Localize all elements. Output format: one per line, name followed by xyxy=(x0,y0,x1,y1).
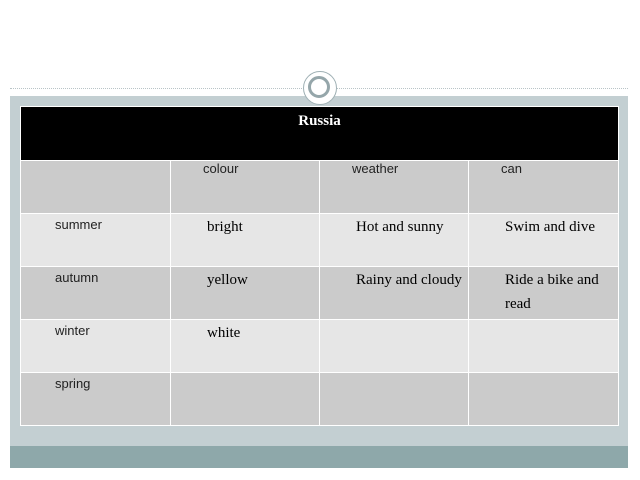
cell-spring-colour xyxy=(171,373,320,426)
cell-summer-colour: bright xyxy=(171,214,320,267)
slide-footer-band xyxy=(10,446,628,468)
table-row xyxy=(21,373,619,426)
cell-spring-can xyxy=(469,373,619,426)
cell-winter-colour: white xyxy=(171,320,320,373)
column-header-colour: colour xyxy=(171,161,320,214)
table-row xyxy=(21,214,619,267)
cell-autumn-weather: Rainy and cloudy xyxy=(320,267,469,320)
row-label-winter: winter xyxy=(21,320,171,373)
table-row xyxy=(21,267,619,320)
column-header-can: can xyxy=(469,161,619,214)
cell-winter-can xyxy=(469,320,619,373)
ornament-ring-icon xyxy=(308,76,330,98)
row-label-spring: spring xyxy=(21,373,171,426)
table-row xyxy=(21,161,619,214)
cell-spring-weather xyxy=(320,373,469,426)
russia-seasons-table xyxy=(20,106,619,426)
cell-autumn-can: Ride a bike and read xyxy=(469,267,619,320)
table-row xyxy=(21,320,619,373)
cell-autumn-colour: yellow xyxy=(171,267,320,320)
row-label-autumn: autumn xyxy=(21,267,171,320)
cell-summer-can: Swim and dive xyxy=(469,214,619,267)
row-label-summer: summer xyxy=(21,214,171,267)
table-title: Russia xyxy=(21,107,619,161)
table-corner-cell xyxy=(21,161,171,214)
column-header-weather: weather xyxy=(320,161,469,214)
table-header-row xyxy=(21,107,619,161)
slide-ornament-circle xyxy=(303,71,337,105)
cell-summer-weather: Hot and sunny xyxy=(320,214,469,267)
cell-winter-weather xyxy=(320,320,469,373)
